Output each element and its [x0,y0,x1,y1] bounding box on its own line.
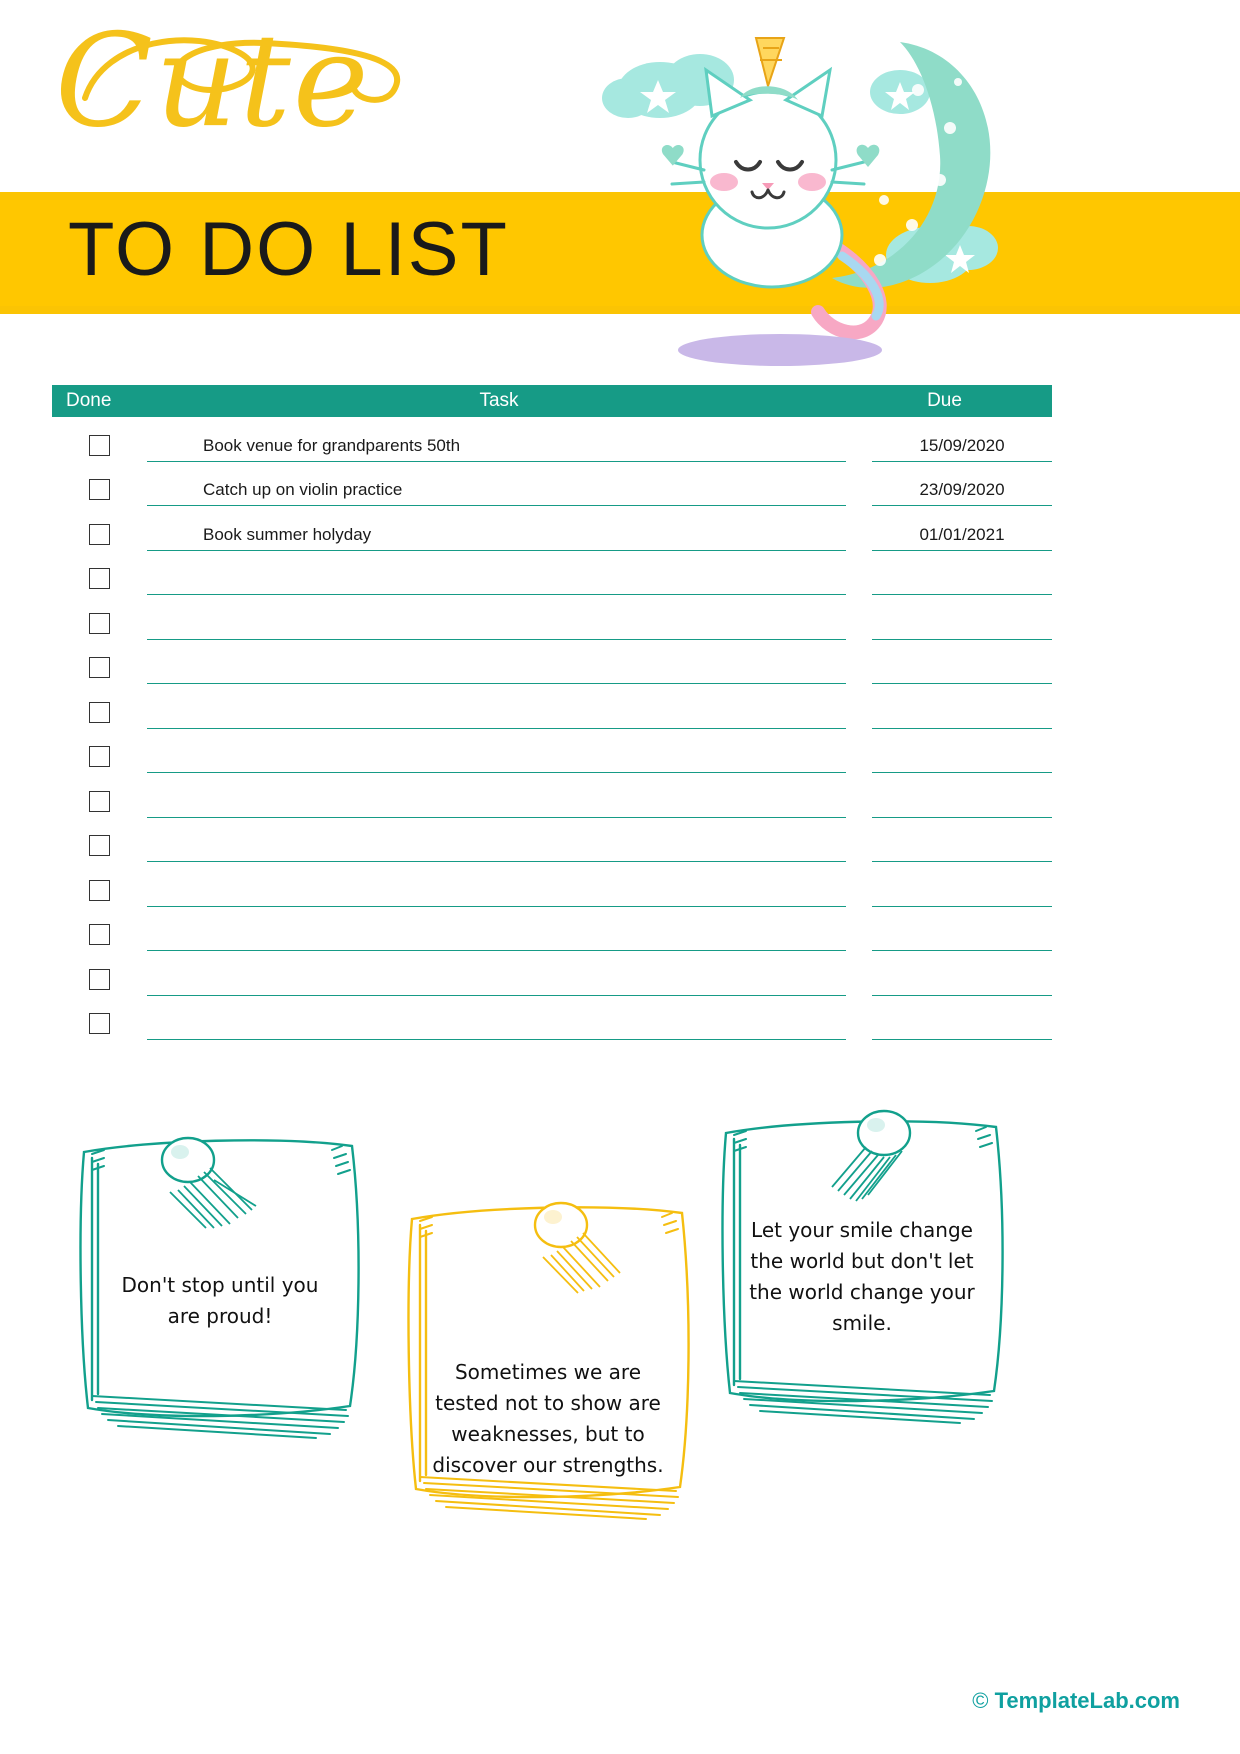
table-row [52,729,1052,774]
done-checkbox[interactable] [89,880,110,901]
due-cell[interactable] [872,589,1052,595]
footer-credit[interactable] [972,1688,1180,1714]
done-checkbox[interactable] [89,1013,110,1034]
due-cell[interactable] [872,767,1052,773]
task-cell[interactable]: Book summer holyday [147,525,846,551]
task-cell[interactable] [147,901,846,907]
note-text: Don't stop until you are proud! [121,1273,319,1328]
unicorn-cat-moon-icon [600,20,1020,370]
done-cell[interactable] [52,568,147,595]
table-row [52,595,1052,640]
done-checkbox[interactable] [89,657,110,678]
done-checkbox[interactable] [89,969,110,990]
done-checkbox[interactable] [89,746,110,767]
note-text: Let your smile change the world but don't let the world change your smile. [749,1218,975,1335]
done-cell[interactable] [52,479,147,506]
table-row [52,951,1052,996]
due-cell[interactable]: 01/01/2021 [872,525,1052,551]
task-cell[interactable] [147,1034,846,1040]
done-cell[interactable] [52,880,147,907]
table-row [52,551,1052,596]
done-cell[interactable] [52,702,147,729]
sticky-note [70,1110,370,1440]
note-text: Sometimes we are tested not to show are weaknesses, but to discover our strengths. [432,1360,664,1477]
due-cell[interactable] [872,901,1052,907]
task-cell[interactable] [147,945,846,951]
done-checkbox[interactable] [89,479,110,500]
done-checkbox[interactable] [89,613,110,634]
done-checkbox[interactable] [89,524,110,545]
done-checkbox[interactable] [89,435,110,456]
todo-table [52,385,1052,1040]
due-cell[interactable] [872,945,1052,951]
due-cell[interactable] [872,634,1052,640]
done-cell[interactable] [52,1013,147,1040]
due-cell[interactable]: 15/09/2020 [872,436,1052,462]
due-cell[interactable] [872,856,1052,862]
page-title: TO DO LIST [68,207,509,292]
due-cell[interactable]: 23/09/2020 [872,480,1052,506]
table-header-row [52,385,1052,417]
done-checkbox[interactable] [89,791,110,812]
script-title [55,7,371,156]
done-cell[interactable] [52,524,147,551]
script-title-text: Cute [55,7,371,156]
column-header-done: Done [66,390,112,411]
table-row [52,862,1052,907]
done-cell[interactable] [52,924,147,951]
due-cell[interactable] [872,678,1052,684]
sticky-note [712,1095,1012,1425]
done-cell[interactable] [52,746,147,773]
task-cell[interactable] [147,767,846,773]
copyright-icon: © [972,1688,989,1713]
table-row [52,684,1052,729]
task-cell[interactable]: Catch up on violin practice [147,480,846,506]
due-cell[interactable] [872,1034,1052,1040]
table-row [52,907,1052,952]
page-header [0,0,1240,360]
table-row [52,417,1052,462]
done-cell[interactable] [52,613,147,640]
column-header-task: Task [479,390,519,411]
footer-credit-text[interactable]: TemplateLab.com [994,1688,1180,1713]
done-cell[interactable] [52,969,147,996]
task-cell[interactable] [147,856,846,862]
done-checkbox[interactable] [89,924,110,945]
task-cell[interactable] [147,990,846,996]
done-cell[interactable] [52,791,147,818]
done-checkbox[interactable] [89,835,110,856]
task-cell[interactable] [147,678,846,684]
table-row [52,640,1052,685]
task-cell[interactable] [147,589,846,595]
due-cell[interactable] [872,990,1052,996]
sticky-note [398,1177,698,1522]
done-cell[interactable] [52,435,147,462]
done-cell[interactable] [52,657,147,684]
notes-section [0,1095,1240,1545]
done-cell[interactable] [52,835,147,862]
task-cell[interactable]: Book venue for grandparents 50th [147,436,846,462]
done-checkbox[interactable] [89,702,110,723]
due-cell[interactable] [872,723,1052,729]
table-row [52,996,1052,1041]
column-header-due: Due [927,390,962,411]
table-row [52,462,1052,507]
task-cell[interactable] [147,634,846,640]
task-cell[interactable] [147,812,846,818]
task-cell[interactable] [147,723,846,729]
done-checkbox[interactable] [89,568,110,589]
table-row [52,818,1052,863]
table-row [52,773,1052,818]
due-cell[interactable] [872,812,1052,818]
table-row [52,506,1052,551]
